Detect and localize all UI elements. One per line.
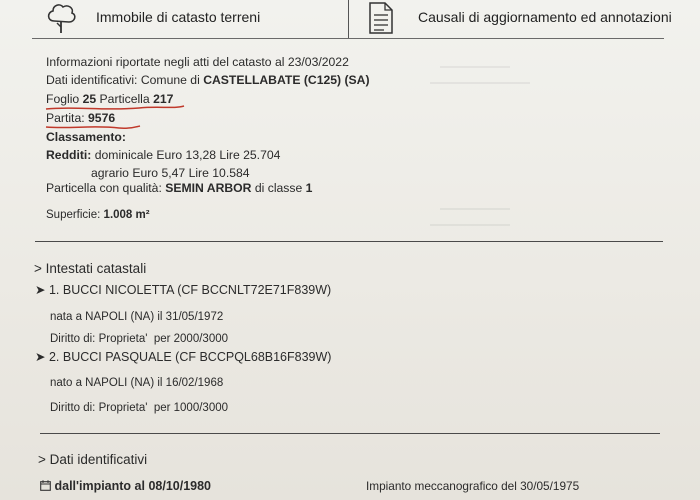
- calendar-icon: [40, 480, 51, 491]
- bleed-through-mark: [440, 66, 510, 68]
- document-lines-icon: [368, 1, 394, 35]
- intestati-title: Intestati catastali: [45, 261, 147, 276]
- partita-value: 9576: [88, 111, 116, 125]
- section-divider: [35, 241, 663, 242]
- owner-1-right-share: per 2000/3000: [153, 333, 229, 345]
- dominicale-text: dominicale: [94, 148, 154, 162]
- owner-2-birth: nato a NAPOLI (NA) il 16/02/1968: [50, 377, 224, 389]
- owner-1-heading: [35, 283, 331, 297]
- owner-2-name-cf: 2. BUCCI PASQUALE (CF BCCPQL68B16F839W): [48, 350, 332, 364]
- dominicale-value: Euro 13,28 Lire 25.704: [156, 148, 281, 162]
- header-row: [0, 0, 700, 38]
- redditi-label: Redditi:: [46, 148, 92, 162]
- tree-icon: [44, 1, 78, 35]
- partita-label: Partita:: [46, 111, 85, 125]
- chevron-right-icon: >: [34, 261, 46, 276]
- dati-section-header: [38, 452, 147, 467]
- owner-2-heading: [35, 350, 331, 364]
- impianto-text: dall'impianto al 08/10/1980: [54, 479, 212, 493]
- foglio-value: 25: [82, 92, 97, 106]
- intestati-section-header: [34, 261, 146, 276]
- owner-2-right-label: Diritto di: Proprieta': [50, 402, 148, 414]
- owner-1-right: [50, 332, 228, 346]
- header-divider: [348, 0, 349, 38]
- owner-2-right: [50, 401, 228, 415]
- qualita-line: [46, 181, 312, 195]
- superficie-line: [46, 208, 150, 222]
- meccanografico-line: Impianto meccanografico del 30/05/1975: [366, 479, 580, 493]
- qualita-label: Particella con qualità:: [46, 181, 162, 195]
- section-divider: [40, 433, 660, 434]
- bleed-through-mark: [430, 82, 530, 84]
- superficie-value: 1.008 m²: [103, 209, 150, 221]
- qualita-value: SEMIN ARBOR: [165, 181, 252, 195]
- particella-value: 217: [153, 92, 174, 106]
- right-header-title: Causali di aggiornamento ed annotazioni: [418, 9, 672, 25]
- comune-value: CASTELLABATE (C125) (SA): [203, 73, 370, 87]
- impianto-line: [40, 479, 211, 493]
- dati-section-title: Dati identificativi: [49, 452, 148, 467]
- dati-prefix: Comune di: [140, 73, 200, 87]
- agrario-text: agrario: [91, 166, 129, 180]
- superficie-label: Superficie:: [46, 209, 101, 221]
- owner-1-name-cf: 1. BUCCI NICOLETTA (CF BCCNLT72E71F839W): [48, 283, 332, 297]
- agrario-value: Euro 5,47 Lire 10.584: [132, 166, 250, 180]
- agrario-line: [91, 166, 250, 180]
- chevron-right-icon: >: [38, 452, 50, 467]
- arrow-bullet-icon: ➤: [35, 350, 46, 364]
- bleed-through-mark: [430, 224, 510, 226]
- info-date-line: Informazioni riportate negli atti del catasto al 23/03/2022: [46, 55, 349, 69]
- classe-text: di classe: [254, 181, 303, 195]
- bleed-through-mark: [440, 208, 510, 210]
- foglio-label: Foglio: [46, 92, 80, 106]
- owner-1-birth: nata a NAPOLI (NA) il 31/05/1972: [50, 311, 224, 323]
- left-header-title: Immobile di catasto terreni: [96, 9, 261, 25]
- classamento-label: Classamento:: [46, 130, 126, 144]
- particella-label: Particella: [99, 92, 150, 106]
- header-bottom-rule: [32, 38, 664, 39]
- dati-identificativi-line: [46, 73, 370, 87]
- owner-2-right-share: per 1000/3000: [153, 402, 229, 414]
- redditi-dominicale-line: [46, 148, 280, 162]
- dati-label: Dati identificativi:: [46, 73, 138, 87]
- arrow-bullet-icon: ➤: [35, 283, 46, 297]
- owner-1-right-label: Diritto di: Proprieta': [50, 333, 148, 345]
- classe-value: 1: [305, 181, 313, 195]
